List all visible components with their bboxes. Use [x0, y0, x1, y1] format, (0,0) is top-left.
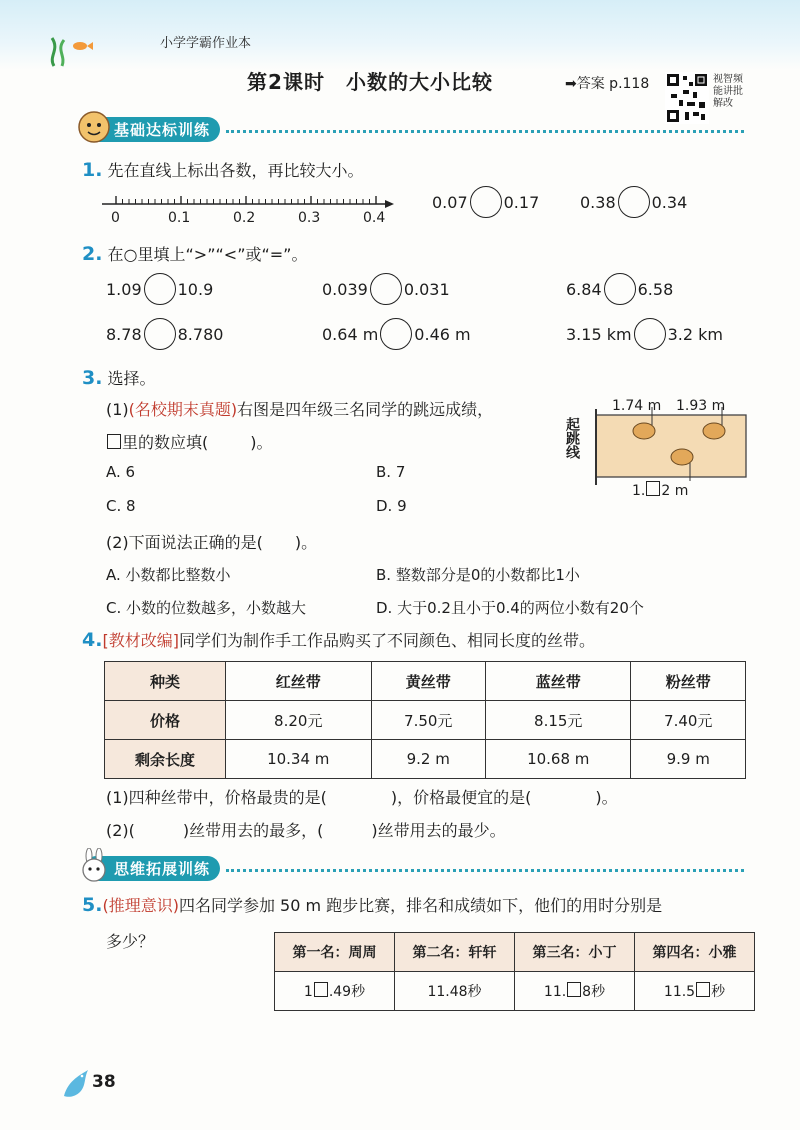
table-cell: 第四名：小雅 [635, 933, 755, 972]
question-text: 同学们为制作手工作品购买了不同颜色、相同长度的丝带。 [178, 631, 595, 650]
q3-part2: (2)下面说法正确的是( )。 [106, 533, 318, 552]
compare-item [106, 273, 213, 305]
compare-right: 0.17 [503, 192, 540, 212]
answer-reference: ➡答案 p.118 [565, 76, 650, 92]
option[interactable]: C. 8 [106, 497, 136, 515]
q4-sub2: (2)( )丝带用去的最多，( )丝带用去的最少。 [106, 821, 506, 840]
table-header-row [105, 662, 746, 701]
answer-circle[interactable] [370, 273, 402, 305]
table-cell: 10.68 m [485, 740, 631, 779]
compare-right: 0.031 [403, 279, 450, 299]
table-cell: 红丝带 [226, 662, 372, 701]
answer-circle[interactable] [604, 273, 636, 305]
answer-circle[interactable] [380, 318, 412, 350]
section-header-basic [84, 116, 744, 142]
table-cell: 11.5 秒 [635, 972, 755, 1011]
table-cell: 粉丝带 [631, 662, 746, 701]
blank-box[interactable] [567, 982, 581, 997]
seaweed-fish-icon [40, 32, 100, 68]
table-cell: 第一名：周周 [275, 933, 395, 972]
question-text: 在○里填上“>”“<”或“=”。 [107, 245, 308, 264]
source-tag: (名校期末真题) [128, 400, 238, 419]
question-number: 5. [82, 894, 103, 916]
option[interactable]: B. 整数部分是0的小数都比1小 [376, 566, 580, 584]
answer-circle[interactable] [144, 318, 176, 350]
compare-item [566, 318, 723, 350]
q3-part1-line1 [106, 397, 493, 420]
q3-part1-line2 [106, 430, 273, 453]
compare-left: 0.38 [580, 192, 616, 212]
compare-right: 6.58 [637, 279, 674, 299]
question-4 [82, 628, 595, 651]
blank-box[interactable] [314, 982, 328, 997]
dolphin-icon [60, 1066, 92, 1104]
ribbon-table [104, 661, 746, 779]
compare-item [566, 273, 673, 305]
answer-circle[interactable] [144, 273, 176, 305]
number-line-labels [98, 210, 398, 230]
start-line-label: 起跳线 [564, 417, 580, 459]
table-cell: 7.50元 [371, 701, 485, 740]
compare-right: 0.34 [651, 192, 688, 212]
part-number: (1) [106, 400, 129, 419]
section-title-extend: 思维拓展训练 [84, 856, 220, 881]
question-2 [82, 242, 307, 265]
question-number: 3. [82, 367, 103, 389]
table-cell: 9.9 m [631, 740, 746, 779]
compare-item [106, 318, 223, 350]
compare-right: 8.780 [177, 324, 224, 344]
compare-left: 0.07 [432, 192, 468, 212]
pencil-mascot-icon [76, 109, 112, 145]
compare-item [580, 186, 687, 218]
compare-item [322, 318, 471, 350]
option[interactable]: D. 9 [376, 497, 407, 515]
table-row [105, 701, 746, 740]
series-title: 小学学霸作业本 [160, 36, 252, 51]
table-cell: 1 .49秒 [275, 972, 395, 1011]
header-band [0, 0, 800, 70]
race-table [274, 932, 755, 1011]
part-text: )。 [250, 433, 273, 452]
answer-circle[interactable] [618, 186, 650, 218]
question-text: 四名同学参加 50 m 跑步比赛，排名和成绩如下，他们的用时分别是 [178, 896, 663, 915]
table-cell: 黄丝带 [371, 662, 485, 701]
source-tag: [教材改编] [102, 631, 179, 650]
tick-label: 0.2 [233, 210, 256, 226]
table-cell: 10.34 m [226, 740, 372, 779]
table-cell: 剩余长度 [105, 740, 226, 779]
compare-right: 3.2 km [667, 324, 723, 344]
question-5-line2: 多少？ [106, 932, 155, 951]
section-divider [226, 869, 744, 872]
compare-right: 0.46 m [414, 324, 471, 344]
table-cell: 种类 [105, 662, 226, 701]
jump-distance-3: 1. 2 m [632, 483, 689, 499]
compare-left: 0.039 [322, 279, 368, 299]
table-row [275, 972, 755, 1011]
table-row [105, 740, 746, 779]
page-number: 38 [92, 1072, 116, 1092]
tick-label: 0 [111, 210, 120, 226]
question-1 [82, 158, 364, 181]
table-cell: 价格 [105, 701, 226, 740]
part-text: 里的数应填( [122, 433, 209, 452]
compare-left: 0.64 m [322, 324, 379, 344]
compare-item [432, 186, 539, 218]
table-cell: 11. 8秒 [515, 972, 635, 1011]
jump-distance-1: 1.74 m [612, 398, 662, 414]
rabbit-mascot-icon [76, 848, 112, 884]
table-cell: 第三名：小丁 [515, 933, 635, 972]
section-title-basic: 基础达标训练 [84, 117, 220, 142]
tick-label: 0.4 [363, 210, 386, 226]
tick-label: 0.1 [168, 210, 191, 226]
question-5 [82, 893, 662, 916]
long-jump-figure [560, 395, 750, 500]
jump-distance-2: 1.93 m [676, 398, 726, 414]
source-tag: (推理意识) [102, 896, 179, 915]
part-text: 右图是四年级三名同学的跳远成绩， [237, 400, 494, 419]
compare-left: 8.78 [106, 324, 142, 344]
lesson-title: 第2课时 小数的大小比较 [247, 70, 493, 94]
table-cell: 8.15元 [485, 701, 631, 740]
table-cell: 蓝丝带 [485, 662, 631, 701]
compare-left: 1.09 [106, 279, 142, 299]
option[interactable]: B. 7 [376, 463, 406, 481]
option[interactable]: D. 大于0.2且小于0.4的两位小数有20个 [376, 599, 644, 617]
option[interactable]: A. 小数都比整数小 [106, 566, 231, 584]
video-explain-note: 视智频能讲批解改 [713, 74, 743, 109]
answer-circle[interactable] [634, 318, 666, 350]
table-cell: 第二名：轩轩 [395, 933, 515, 972]
compare-right: 10.9 [177, 279, 214, 299]
question-number: 1. [82, 159, 103, 181]
table-cell: 7.40元 [631, 701, 746, 740]
answer-circle[interactable] [470, 186, 502, 218]
blank-box [107, 434, 121, 449]
question-text: 先在直线上标出各数，再比较大小。 [107, 161, 364, 180]
question-number: 2. [82, 243, 103, 265]
option[interactable]: A. 6 [106, 463, 136, 481]
table-cell: 11.48秒 [395, 972, 515, 1011]
question-text: 选择。 [107, 369, 156, 388]
table-header-row [275, 933, 755, 972]
section-divider [226, 130, 744, 133]
table-cell: 8.20元 [226, 701, 372, 740]
option[interactable]: C. 小数的位数越多，小数越大 [106, 599, 307, 617]
tick-label: 0.3 [298, 210, 321, 226]
q4-sub1: (1)四种丝带中，价格最贵的是( )，价格最便宜的是( )。 [106, 788, 618, 807]
question-3 [82, 366, 156, 389]
compare-left: 3.15 km [566, 324, 632, 344]
section-header-extend [84, 855, 744, 881]
blank-box[interactable] [696, 982, 710, 997]
compare-left: 6.84 [566, 279, 602, 299]
table-cell: 9.2 m [371, 740, 485, 779]
question-number: 4. [82, 629, 103, 651]
compare-item [322, 273, 450, 305]
